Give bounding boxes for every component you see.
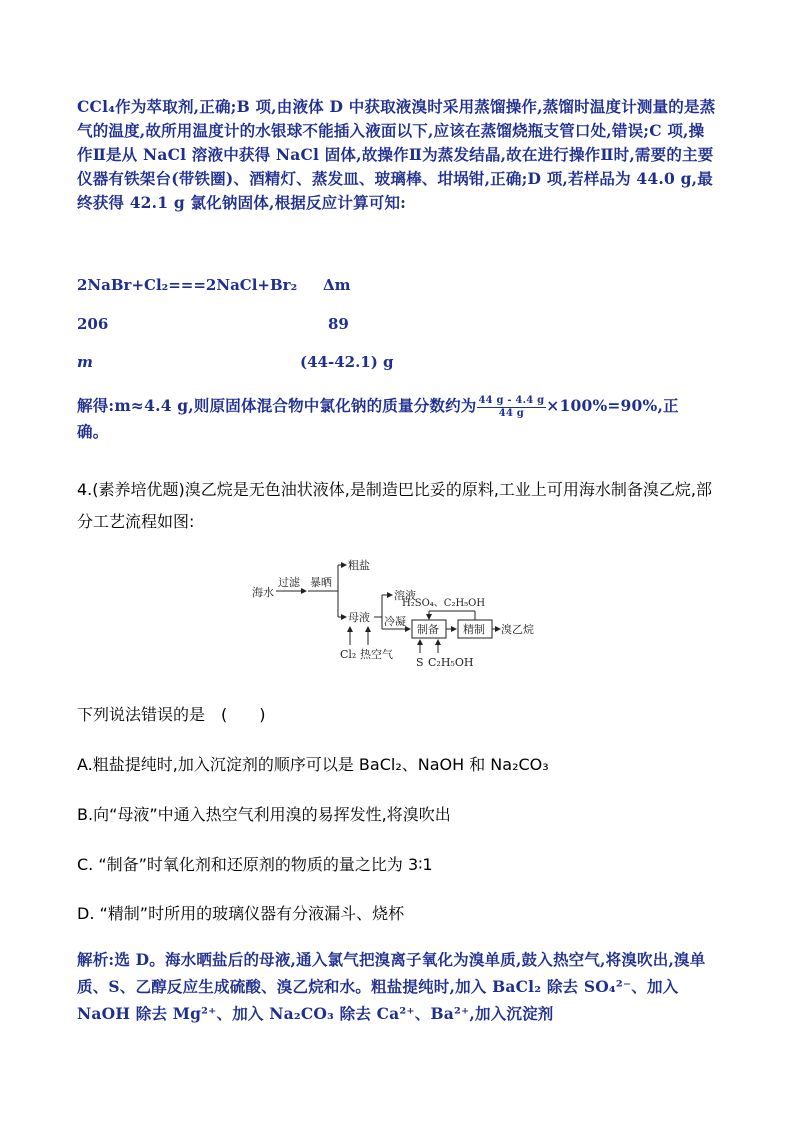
delta-mass-actual: (44-42.1) g — [300, 353, 394, 371]
result-end: 确。 — [77, 421, 109, 441]
option-b: B.向“母液”中通入热空气利用溴的易挥发性,将溴吹出 — [77, 805, 451, 824]
flow-prepare: 制备 — [417, 623, 439, 636]
process-flowchart — [250, 553, 550, 673]
flow-refine: 精制 — [463, 623, 485, 636]
flow-refine-reagents: H₂SO₄、C₂H₅OH — [402, 598, 486, 609]
flow-crude-salt: 粗盐 — [348, 559, 370, 572]
flow-mother-liquor: 母液 — [348, 611, 370, 624]
solution-paragraph-1: CCl₄作为萃取剂,正确;B 项,由液体 D 中获取液溴时采用蒸馏操作,蒸馏时温度计测量的是蒸气的温度,故所用温度计的水银球不能插入液面以下,应该在蒸馏烧瓶支管口处,错误;C 项,操作Ⅱ是从 NaCl 溶液中获得 NaCl 固体,故操作Ⅱ为蒸发结晶,故在进行操作Ⅱ时,需要的主要仪器有铁架台(带铁圈)、酒精灯、蒸发皿、玻璃棒、坩埚钳,正确;D 项,若样品为 44.0 g,最终获得 42.1 g 氯化钠固体,根据反应计算可知: — [77, 97, 716, 212]
result-suffix: ×100%=90%,正 — [546, 396, 679, 415]
option-c: C. “制备”时氧化剂和还原剂的物质的量之比为 3∶1 — [77, 855, 433, 874]
flow-hot-air: 热空气 — [360, 648, 393, 661]
question-stem: 4.(素养培优题)溴乙烷是无色油状液体,是制造巴比妥的原料,工业上可用海水制备溴乙烷,部分工艺流程如图: — [77, 480, 713, 531]
solution-result — [77, 394, 719, 444]
mass-fraction — [477, 395, 547, 420]
flow-seawater: 海水 — [252, 586, 274, 599]
flow-product: 溴乙烷 — [501, 623, 534, 636]
flow-condense: 冷凝 — [384, 615, 406, 628]
flow-cl2: Cl₂ — [340, 648, 357, 661]
flow-solution: 溶液 — [394, 589, 416, 602]
delta-mass-value: 89 — [328, 315, 349, 333]
option-d: D. “精制”时所用的玻璃仪器有分液漏斗、烧杯 — [77, 904, 405, 923]
fraction-denominator: 44 g — [498, 407, 524, 419]
flow-sulfur: S — [416, 656, 424, 669]
delta-m-label: Δm — [323, 276, 351, 294]
fraction-numerator: 44 g - 4.4 g — [478, 394, 545, 406]
flow-filter-label: 过滤 — [278, 576, 300, 589]
answer-explanation: 解析:选 D。海水晒盐后的母液,通入氯气把溴离子氧化为溴单质,鼓入热空气,将溴吹出,溴单质、S、乙醇反应生成硫酸、溴乙烷和水。粗盐提纯时,加入 BaCl₂ 除去 SO₄²⁻、加入 NaOH 除去 Mg²⁺、加入 Na₂CO₃ 除去 Ca²⁺、Ba²⁺,加入沉淀剂 — [77, 950, 706, 1023]
unknown-m: m — [77, 353, 93, 371]
option-a: A.粗盐提纯时,加入沉淀剂的顺序可以是 BaCl₂、NaOH 和 Na₂CO₃ — [77, 755, 549, 774]
question-ask: 下列说法错误的是 ( ) — [77, 705, 266, 724]
flow-sundry: 暴晒 — [310, 576, 332, 589]
reaction-equation: 2NaBr+Cl₂===2NaCl+Br₂ — [77, 276, 298, 294]
molar-mass-value: 206 — [77, 315, 109, 333]
result-prefix: 解得:m≈4.4 g,则原固体混合物中氯化钠的质量分数约为 — [77, 396, 477, 415]
flow-ethanol: C₂H₅OH — [428, 656, 474, 669]
